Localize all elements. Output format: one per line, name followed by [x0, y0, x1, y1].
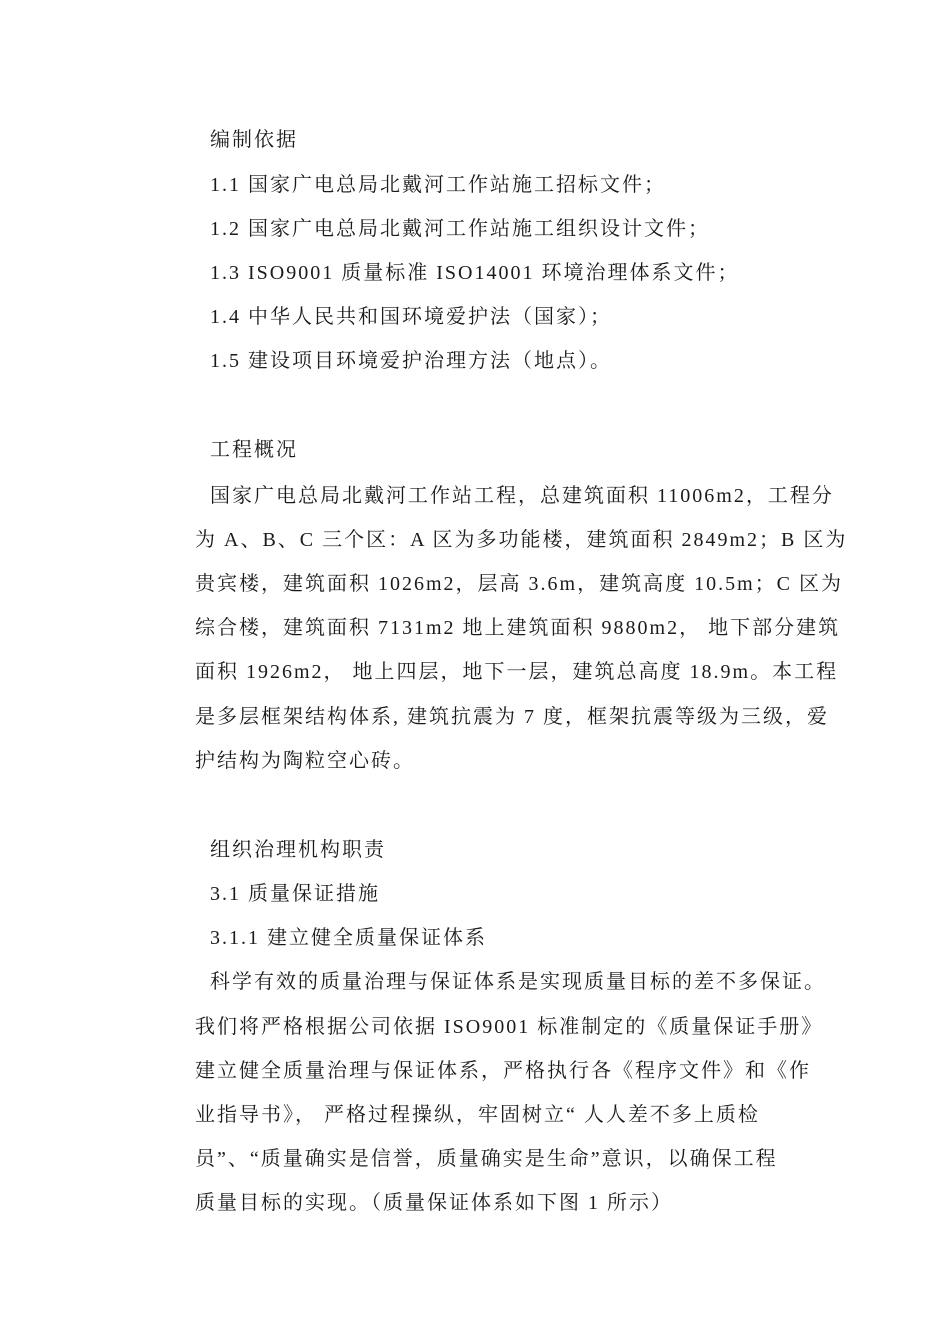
basis-item-2: 1.2 国家广电总局北戴河工作站施工组织设计文件；: [210, 218, 710, 240]
organization-line-1: 科学有效的质量治理与保证体系是实现质量目标的差不多保证。: [210, 971, 826, 993]
overview-line-6: 是多层框架结构体系, 建筑抗震为 7 度，框架抗震等级为三级，爱: [195, 706, 829, 728]
overview-line-2: 为 A、B、C 三个区：A 区为多功能楼，建筑面积 2849m2；B 区为: [195, 529, 848, 551]
overview-line-3: 贵宾楼，建筑面积 1026m2，层高 3.6m，建筑高度 10.5m；C 区为: [195, 573, 844, 595]
basis-item-3: 1.3 ISO9001 质量标准 ISO14001 环境治理体系文件；: [210, 262, 740, 284]
organization-line-2: 我们将严格根据公司依据 ISO9001 标准制定的《质量保证手册》: [195, 1016, 824, 1038]
basis-item-4: 1.4 中华人民共和国环境爱护法（国家）；: [210, 306, 612, 328]
basis-item-1: 1.1 国家广电总局北戴河工作站施工招标文件；: [210, 174, 666, 196]
overview-line-1: 国家广电总局北戴河工作站工程，总建筑面积 11006m2，工程分: [210, 485, 834, 507]
subheading-3-1-1: 3.1.1 建立健全质量保证体系: [210, 927, 487, 949]
organization-line-6: 质量目标的实现。（质量保证体系如下图 1 所示）: [195, 1192, 673, 1214]
overview-line-7: 护结构为陶粒空心砖。: [195, 750, 415, 772]
section-heading-organization: 组织治理机构职责: [210, 839, 386, 861]
section-heading-overview: 工程概况: [210, 439, 298, 461]
section-heading-basis: 编制依据: [210, 129, 298, 151]
subheading-3-1: 3.1 质量保证措施: [210, 883, 380, 905]
organization-line-4: 业指导书》， 严格过程操纵，牢固树立“ 人人差不多上质检: [195, 1104, 760, 1126]
overview-line-4: 综合楼，建筑面积 7131m2 地上建筑面积 9880m2， 地下部分建筑: [195, 617, 841, 639]
overview-line-5: 面积 1926m2， 地上四层，地下一层，建筑总高度 18.9m。本工程: [195, 661, 839, 683]
organization-line-3: 建立健全质量治理与保证体系，严格执行各《程序文件》和《作: [195, 1060, 811, 1082]
basis-item-5: 1.5 建设项目环境爱护治理方法（地点）。: [210, 350, 612, 372]
organization-line-5: 员”、“质量确实是信誉，质量确实是生命”意识，以确保工程: [195, 1148, 778, 1170]
